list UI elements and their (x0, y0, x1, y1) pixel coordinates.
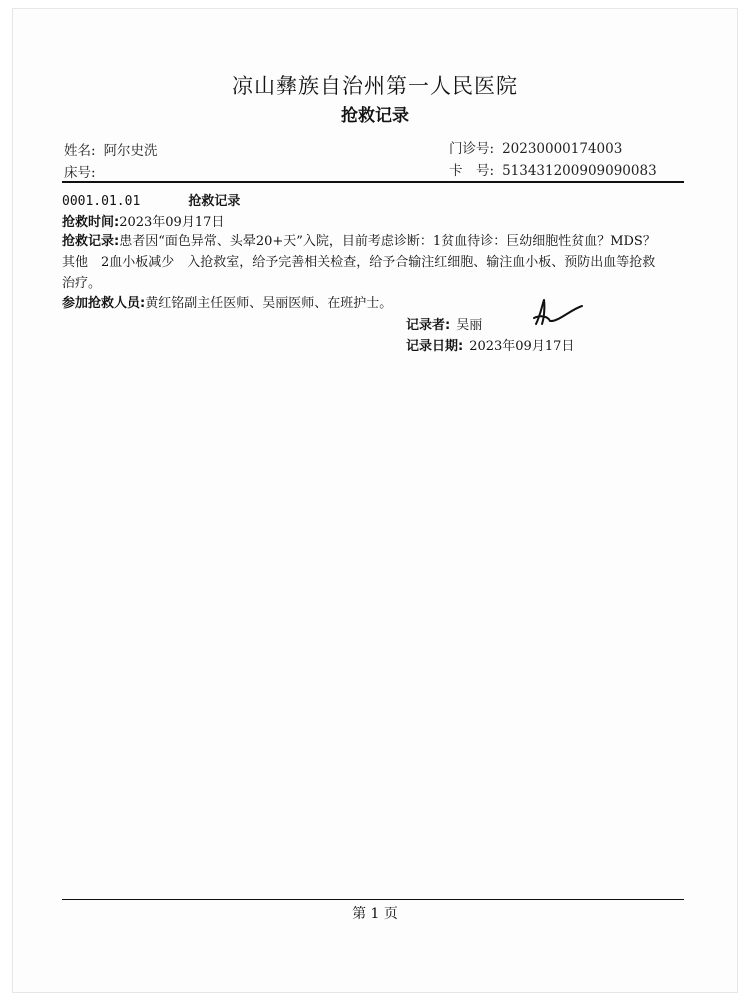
card-number: 513431200909090083 (502, 163, 657, 179)
rescue-record-label: 抢救记录: (62, 234, 120, 249)
recorder-row (406, 314, 482, 333)
rescue-time-label: 抢救时间: (62, 215, 120, 230)
recorder-name: 吴丽 (456, 318, 483, 333)
rescue-time: 2023年09月17日 (119, 215, 225, 230)
rescue-time-row (62, 211, 224, 230)
recorder-label: 记录者: (406, 318, 451, 333)
participants-label: 参加抢救人员: (62, 296, 146, 311)
recorder-signature (530, 298, 584, 330)
record-date-row (406, 335, 574, 354)
patient-name-row (64, 139, 158, 159)
record-heading-row (62, 190, 240, 209)
clinic-number-row (449, 137, 622, 157)
record-date-label: 记录日期: (406, 339, 464, 354)
document-title: 抢救记录 (341, 106, 409, 126)
patient-name: 阿尔史洗 (103, 143, 158, 159)
page-number: 第 1 页 (352, 906, 398, 922)
clinic-number-label: 门诊号: (449, 141, 495, 157)
record-code: 0001.01.01 (62, 194, 141, 209)
rescue-record-content: 患者因“面色异常、头晕20+天”入院，目前考虑诊断：1贫血待诊：巨幼细胞性贫血？MDS？其他 2血小板减少 入抢救室，给予完善相关检查，给予合输注红细胞、输注血小板、预防出血等抢救治疗。 (62, 234, 656, 291)
record-date: 2023年09月17日 (469, 339, 575, 354)
patient-name-label: 姓名: (64, 143, 96, 159)
clinic-number: 20230000174003 (502, 141, 623, 157)
header-divider (62, 181, 684, 183)
rescue-record-paragraph (62, 231, 662, 294)
bed-number-label: 床号: (64, 165, 96, 181)
footer-divider (62, 899, 684, 900)
participants-row (62, 292, 392, 311)
participants: 黄红铭副主任医师、吴丽医师、在班护士。 (145, 296, 393, 311)
record-heading: 抢救记录 (188, 194, 241, 209)
card-number-label: 卡 号: (449, 163, 495, 179)
hospital-name: 凉山彝族自治州第一人民医院 (232, 74, 518, 98)
bed-number-row (64, 161, 104, 181)
card-number-row (449, 159, 657, 179)
